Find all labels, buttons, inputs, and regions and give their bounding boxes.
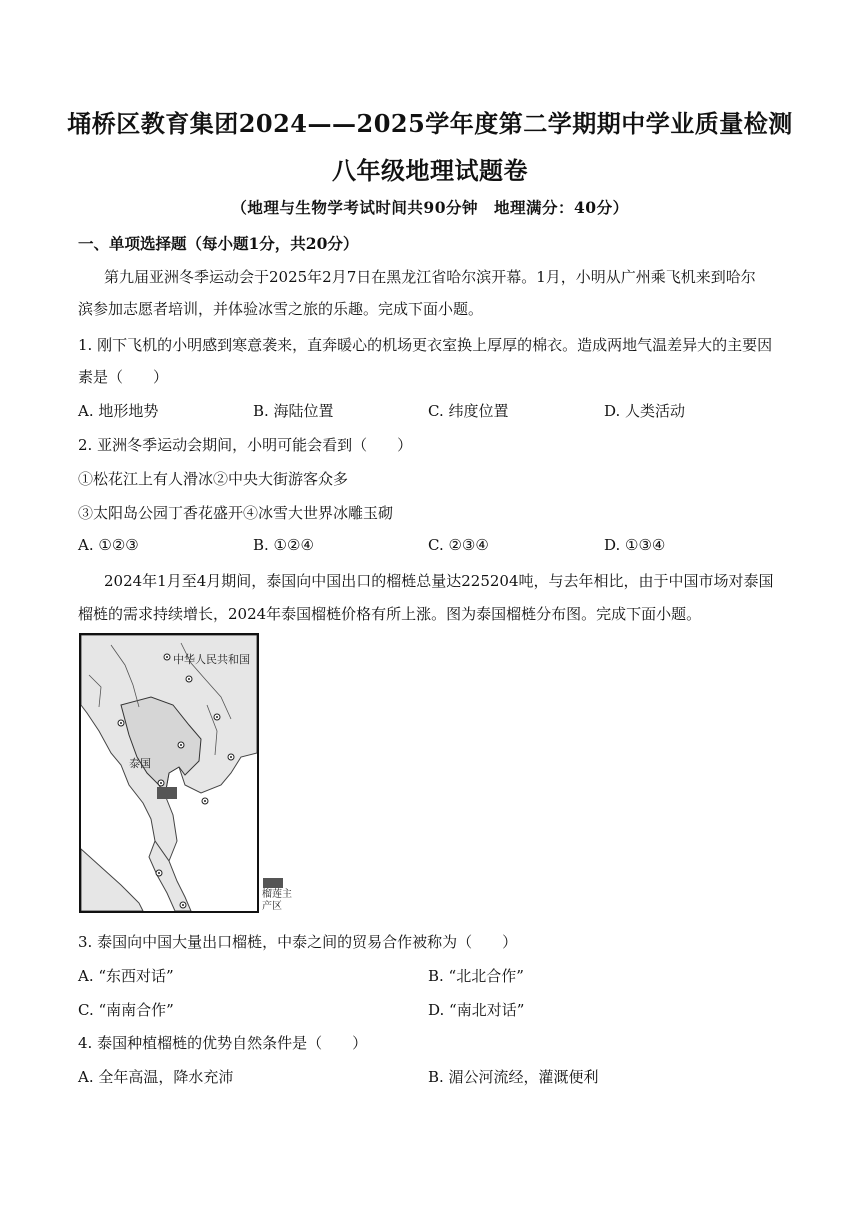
map-label-china: 中华人民共和国: [173, 653, 250, 666]
passage1-line2: 滨参加志愿者培训，并体验冰雪之旅的乐趣。完成下面小题。: [78, 300, 484, 318]
map-drawing: [81, 635, 257, 911]
q1-option-a: A. 地形地势: [78, 402, 159, 420]
q4-stem: 4. 泰国种植榴梿的优势自然条件是（ ）: [78, 1034, 368, 1052]
q3-option-a: A. “东西对话”: [78, 967, 174, 985]
passage2-line1: 2024年1月至4月期间，泰国向中国出口的榴梿总量达225204吨，与去年相比，由于中国市场对泰国: [104, 572, 774, 590]
exam-subtitle: 八年级地理试题卷: [332, 156, 528, 185]
durian-region: [157, 787, 177, 799]
q1-stem-line1: 1. 刚下飞机的小明感到寒意袭来，直奔暖心的机场更衣室换上厚厚的棉衣。造成两地气温差异大的主要因: [78, 336, 773, 354]
q1-option-d: D. 人类活动: [604, 402, 686, 420]
q2-option-c: C. ②③④: [428, 536, 489, 554]
exam-title: 埇桥区教育集团2024——2025学年度第二学期期中学业质量检测: [67, 109, 793, 138]
q3-option-d: D. “南北对话”: [428, 1001, 525, 1019]
q4-option-b: B. 湄公河流经，灌溉便利: [428, 1068, 599, 1086]
passage2-line2: 榴梿的需求持续增长，2024年泰国榴梿价格有所上涨。图为泰国榴梿分布图。完成下面小题。: [78, 605, 702, 623]
q3-stem: 3. 泰国向中国大量出口榴梿，中泰之间的贸易合作被称为（ ）: [78, 933, 518, 951]
passage1-line1: 第九届亚洲冬季运动会于2025年2月7日在黑龙江省哈尔滨开幕。1月，小明从广州乘飞机来到哈尔: [104, 268, 756, 286]
q1-option-c: C. 纬度位置: [428, 402, 509, 420]
legend-label: 榴莲主产区: [262, 889, 292, 912]
q2-items-1-2: ①松花江上有人滑冰②中央大街游客众多: [78, 470, 349, 488]
map-label-thailand: 泰国: [129, 757, 151, 770]
q4-option-a: A. 全年高温，降水充沛: [78, 1068, 234, 1086]
q1-option-b: B. 海陆位置: [253, 402, 334, 420]
q2-option-b: B. ①②④: [253, 536, 314, 554]
q2-items-3-4: ③太阳岛公园丁香花盛开④冰雪大世界冰雕玉砌: [78, 504, 394, 522]
q2-option-a: A. ①②③: [78, 536, 139, 554]
q1-stem-line2: 素是（ ）: [78, 368, 169, 386]
legend-swatch: [263, 878, 283, 888]
section-heading: 一、单项选择题（每小题1分，共20分）: [78, 234, 359, 253]
q2-stem: 2. 亚洲冬季运动会期间，小明可能会看到（ ）: [78, 436, 413, 454]
q3-option-b: B. “北北合作”: [428, 967, 524, 985]
thailand-durian-map: [79, 633, 259, 913]
q2-option-d: D. ①③④: [604, 536, 666, 554]
exam-info: （地理与生物学考试时间共90分钟 地理满分：40分）: [231, 198, 629, 217]
q3-option-c: C. “南南合作”: [78, 1001, 174, 1019]
